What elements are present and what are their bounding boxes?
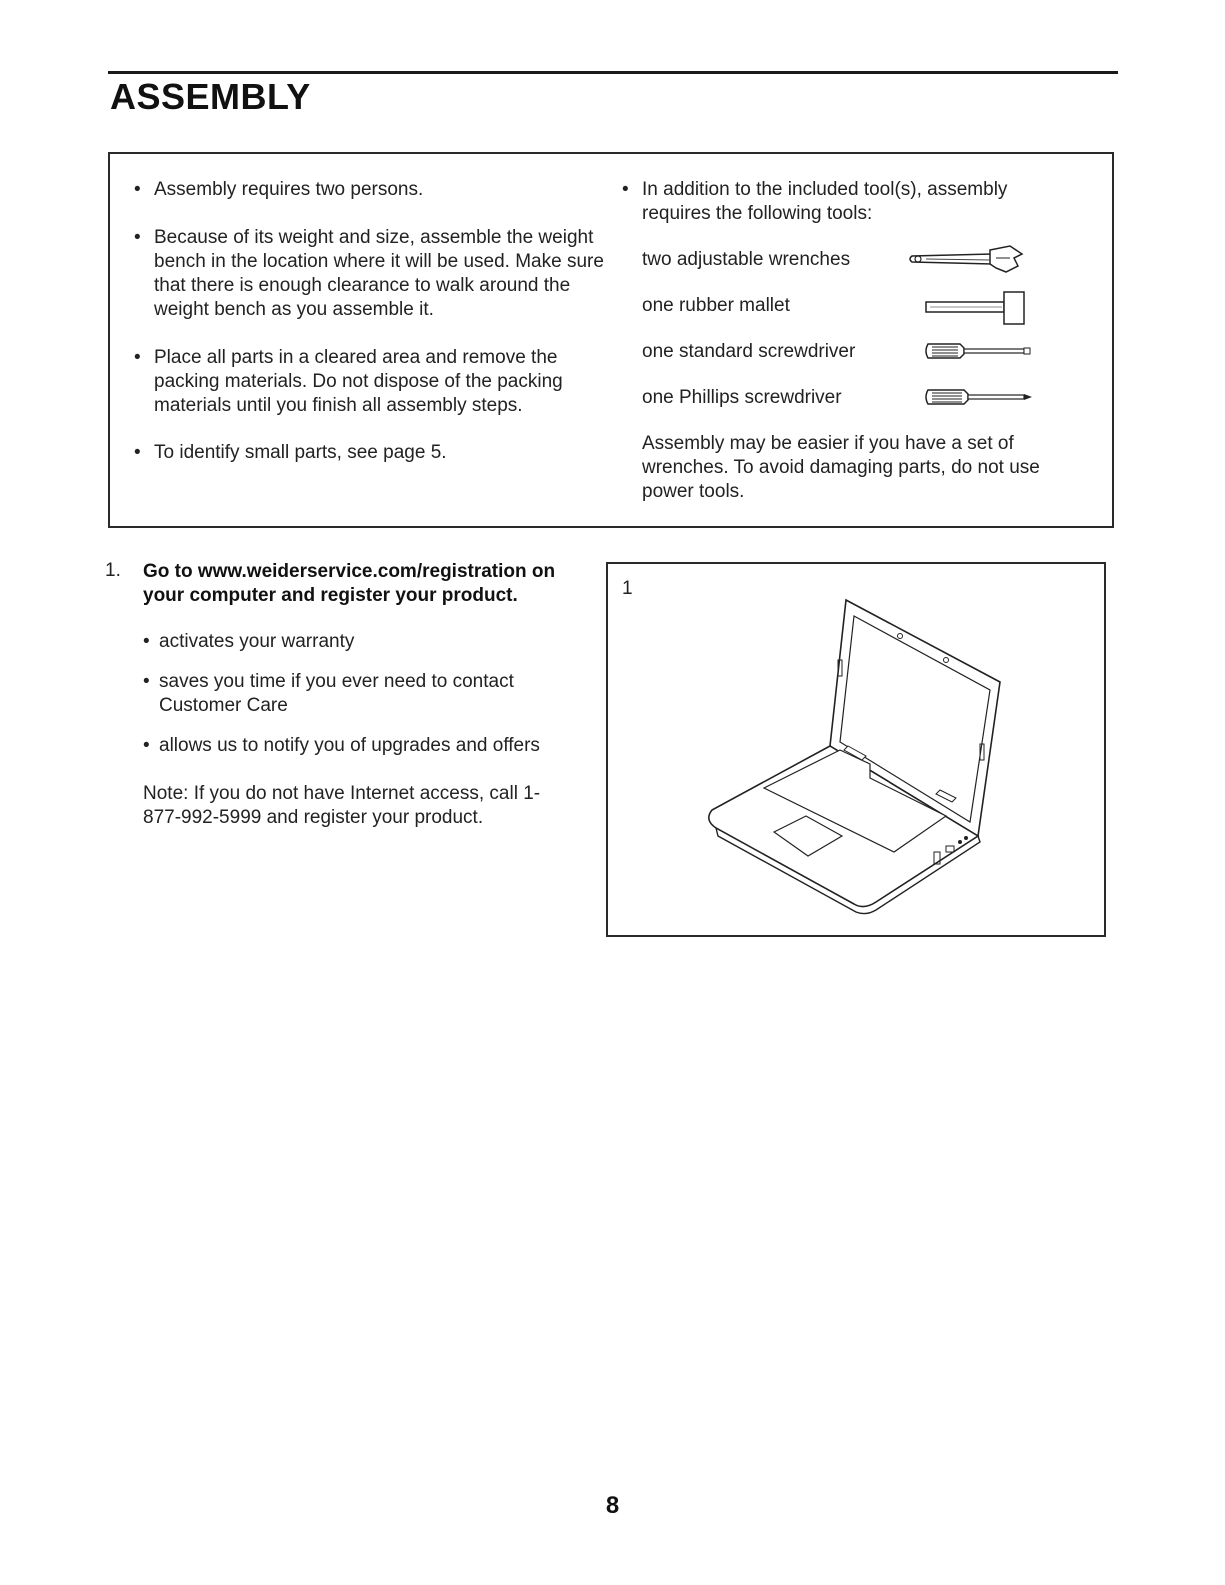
info-bullet: • Because of its weight and size, assemble the weight bench in the location where it will be used. Make sure that there is enough clearance to walk around the weight bench as you assemble it. <box>134 227 604 320</box>
info-bullet: • Assembly requires two persons. <box>134 179 424 200</box>
tool-item-mallet: one rubber mallet <box>642 295 790 316</box>
tool-item-standard-screwdriver: one standard screwdriver <box>642 341 856 362</box>
step-bullet: • activates your warranty <box>143 631 355 652</box>
laptop-icon <box>608 564 1104 935</box>
step-bullet: • allows us to notify you of upgrades and offers <box>143 735 540 756</box>
step-heading: Go to www.weiderservice.com/registration on your computer and register your product. <box>143 561 556 606</box>
step-note: Note: If you do not have Internet access, call 1-877-992-5999 and register your product. <box>143 783 541 828</box>
info-box <box>108 152 1114 528</box>
adjustable-wrench-icon <box>906 242 1030 276</box>
page-number: 8 <box>605 1492 620 1519</box>
standard-screwdriver-icon <box>924 338 1034 362</box>
info-bullet: • Place all parts in a cleared area and remove the packing materials. Do not dispose of the packing materials until you finish all assembly steps. <box>134 347 563 416</box>
tools-note: Assembly may be easier if you have a set of wrenches. To avoid damaging parts, do not use power tools. <box>642 433 1040 502</box>
step-number: 1. <box>105 560 121 581</box>
step-bullet: • saves you time if you ever need to contact Customer Care <box>143 671 514 716</box>
figure-box <box>606 562 1106 937</box>
tools-intro: • In addition to the included tool(s), assembly requires the following tools: <box>622 179 1008 224</box>
tool-item-phillips-screwdriver: one Phillips screwdriver <box>642 387 842 408</box>
info-bullet: • To identify small parts, see page 5. <box>134 442 447 463</box>
rubber-mallet-icon <box>922 288 1032 328</box>
page-title: ASSEMBLY <box>110 76 311 117</box>
figure-label: 1 <box>622 578 633 599</box>
phillips-screwdriver-icon <box>924 384 1034 408</box>
top-rule <box>108 71 1118 74</box>
tool-item-wrenches: two adjustable wrenches <box>642 249 851 270</box>
